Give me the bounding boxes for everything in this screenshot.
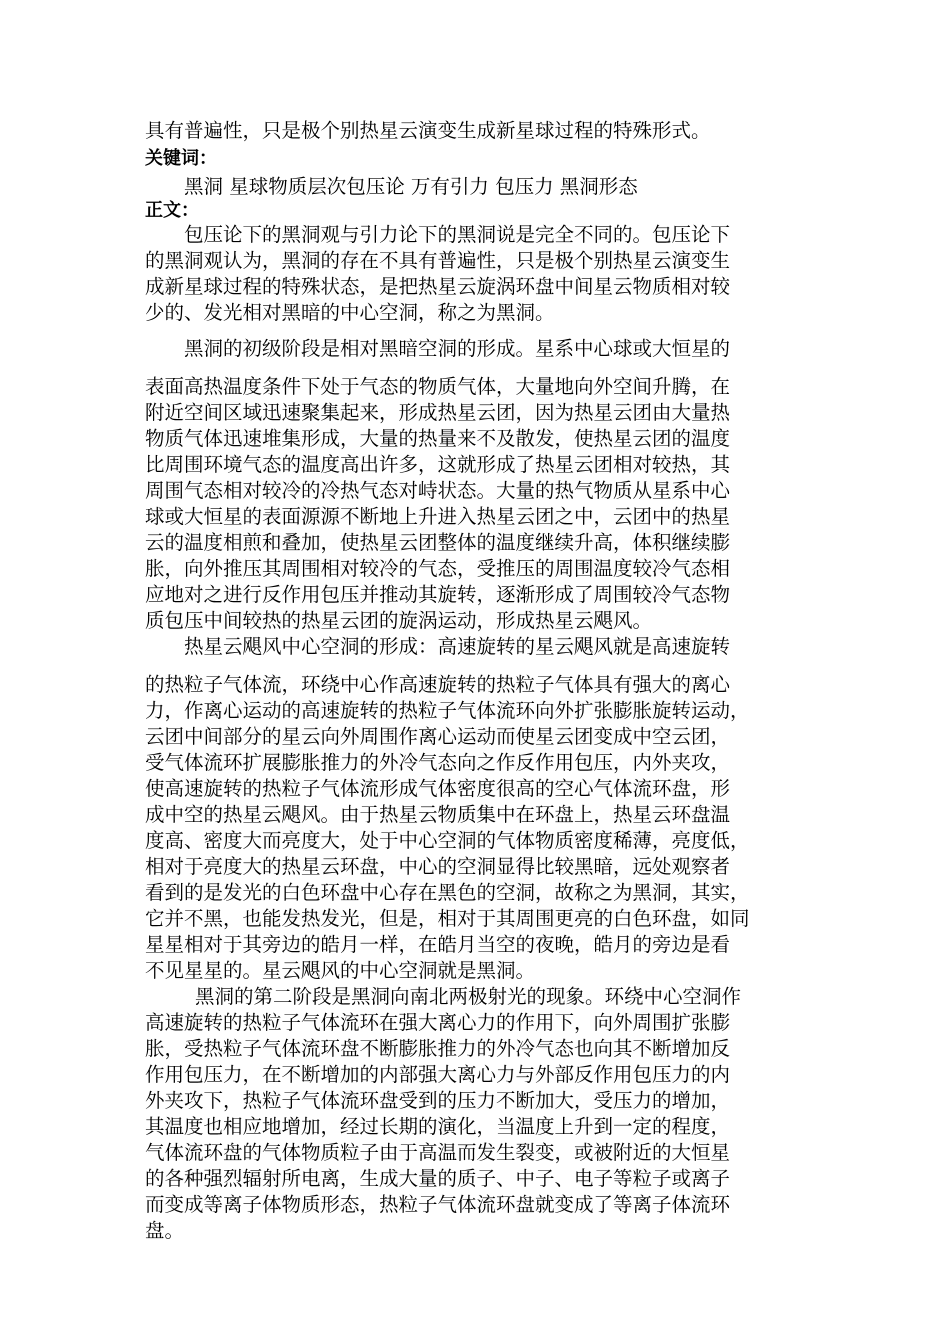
paragraph-line: 力，作离心运动的高速旋转的热粒子气体流环向外扩张膨胀旋转运动， bbox=[145, 699, 750, 722]
paragraph-line: 盘。 bbox=[145, 1219, 185, 1242]
paragraph-line: 的热粒子气体流，环绕中心作高速旋转的热粒子气体具有强大的离心 bbox=[145, 673, 731, 696]
paragraph-line: 使高速旋转的热粒子气体流形成气体密度很高的空心气体流环盘，形 bbox=[145, 777, 731, 800]
paragraph-line: 相对于亮度大的热星云环盘，中心的空洞显得比较黑暗，远处观察者 bbox=[145, 855, 731, 878]
paragraph-3-first bbox=[145, 634, 805, 660]
paragraph-line: 应地对之进行反作用包压并推动其旋转，逐渐形成了周围较冷气态物 bbox=[145, 583, 731, 606]
paragraph-line: 云的温度相煎和叠加，使热星云团整体的温度继续升高，体积继续膨 bbox=[145, 531, 731, 554]
paragraph-2-first bbox=[145, 336, 805, 362]
paragraph-line: 云团中间部分的星云向外周围作离心运动而使星云团变成中空云团， bbox=[145, 725, 731, 748]
paragraph-line: 表面高热温度条件下处于气态的物质气体，大量地向外空间升腾，在 bbox=[145, 375, 731, 398]
paragraph-line: 度高、密度大而亮度大，处于中心空洞的气体物质密度稀薄，亮度低， bbox=[145, 829, 750, 852]
paragraph-line: 成新星球过程的特殊状态，是把热星云旋涡环盘中间星云物质相对较 bbox=[145, 275, 731, 298]
paragraph-4 bbox=[145, 984, 805, 1244]
keywords-heading: 关键词： bbox=[145, 148, 217, 169]
paragraph-line: 高速旋转的热粒子气体流环在强大离心力的作用下，向外周围扩张膨 bbox=[145, 1011, 731, 1034]
keywords-section bbox=[145, 148, 805, 200]
paragraph-line: 物质气体迅速堆集形成，大量的热量来不及散发，使热星云团的温度 bbox=[145, 427, 731, 450]
paragraph-line: 而变成等离子体物质形态，热粒子气体流环盘就变成了等离子体流环 bbox=[145, 1193, 731, 1216]
paragraph-line: 附近空间区域迅速聚集起来，形成热星云团，因为热星云团由大量热 bbox=[145, 401, 731, 424]
paragraph-line: 星星相对于其旁边的皓月一样，在皓月当空的夜晚，皓月的旁边是看 bbox=[145, 933, 731, 956]
intro-line: 具有普遍性，只是极个别热星云演变生成新星球过程的特殊形式。 bbox=[145, 119, 711, 142]
paragraph-line: 周围气态相对较冷的冷热气态对峙状态。大量的热气物质从星系中心 bbox=[145, 479, 731, 502]
paragraph-line: 不见星星的。星云飓风的中心空洞就是黑洞。 bbox=[145, 959, 536, 982]
paragraph-line: 包压论下的黑洞观与引力论下的黑洞说是完全不同的。包压论下 bbox=[184, 223, 731, 246]
keywords-text: 黑洞 星球物质层次包压论 万有引力 包压力 黑洞形态 bbox=[184, 175, 638, 198]
paragraph-line: 的黑洞观认为，黑洞的存在不具有普遍性，只是极个别热星云演变生 bbox=[145, 249, 731, 272]
paragraph-line: 热星云飓风中心空洞的形成：高速旋转的星云飓风就是高速旋转 bbox=[184, 635, 731, 658]
paragraph-line: 外夹攻下，热粒子气体流环盘受到的压力不断加大，受压力的增加， bbox=[145, 1089, 731, 1112]
paragraph-line: 成中空的热星云飓风。由于热星云物质集中在环盘上，热星云环盘温 bbox=[145, 803, 731, 826]
paragraph-line: 比周围环境气态的温度高出许多，这就形成了热星云团相对较热，其 bbox=[145, 453, 731, 476]
paragraph-line: 的各种强烈辐射所电离，生成大量的质子、中子、电子等粒子或离子 bbox=[145, 1167, 731, 1190]
intro-section bbox=[145, 118, 805, 144]
paragraph-2 bbox=[145, 374, 805, 634]
paragraph-3 bbox=[145, 672, 805, 984]
paragraph-line: 作用包压力，在不断增加的内部强大离心力与外部反作用包压力的内 bbox=[145, 1063, 731, 1086]
body-heading: 正文： bbox=[145, 200, 199, 221]
paragraph-line: 球或大恒星的表面源源不断地上升进入热星云团之中，云团中的热星 bbox=[145, 505, 731, 528]
paragraph-line: 看到的是发光的白色环盘中心存在黑色的空洞，故称之为黑洞，其实， bbox=[145, 881, 750, 904]
paragraph-line: 它并不黑，也能发热发光，但是，相对于其周围更亮的白色环盘，如同 bbox=[145, 907, 750, 930]
paragraph-line: 胀，向外推压其周围相对较冷的气态，受推压的周围温度较冷气态相 bbox=[145, 557, 731, 580]
paragraph-line: 气体流环盘的气体物质粒子由于高温而发生裂变，或被附近的大恒星 bbox=[145, 1141, 731, 1164]
paragraph-line: 质包压中间较热的热星云团的旋涡运动，形成热星云飓风。 bbox=[145, 609, 653, 632]
paragraph-line: 胀，受热粒子气体流环盘不断膨胀推力的外冷气态也向其不断增加反 bbox=[145, 1037, 731, 1060]
paragraph-line: 其温度也相应地增加，经过长期的演化，当温度上升到一定的程度， bbox=[145, 1115, 731, 1138]
body-heading-section bbox=[145, 200, 805, 222]
paragraph-line: 受气体流环扩展膨胀推力的外冷气态向之作反作用包压，内外夹攻， bbox=[145, 751, 731, 774]
paragraph-line: 黑洞的第二阶段是黑洞向南北两极射光的现象。环绕中心空洞作 bbox=[195, 985, 742, 1008]
paragraph-1 bbox=[145, 222, 805, 326]
paragraph-line: 少的、发光相对黑暗的中心空洞，称之为黑洞。 bbox=[145, 301, 555, 324]
paragraph-line: 黑洞的初级阶段是相对黑暗空洞的形成。星系中心球或大恒星的 bbox=[184, 337, 731, 360]
